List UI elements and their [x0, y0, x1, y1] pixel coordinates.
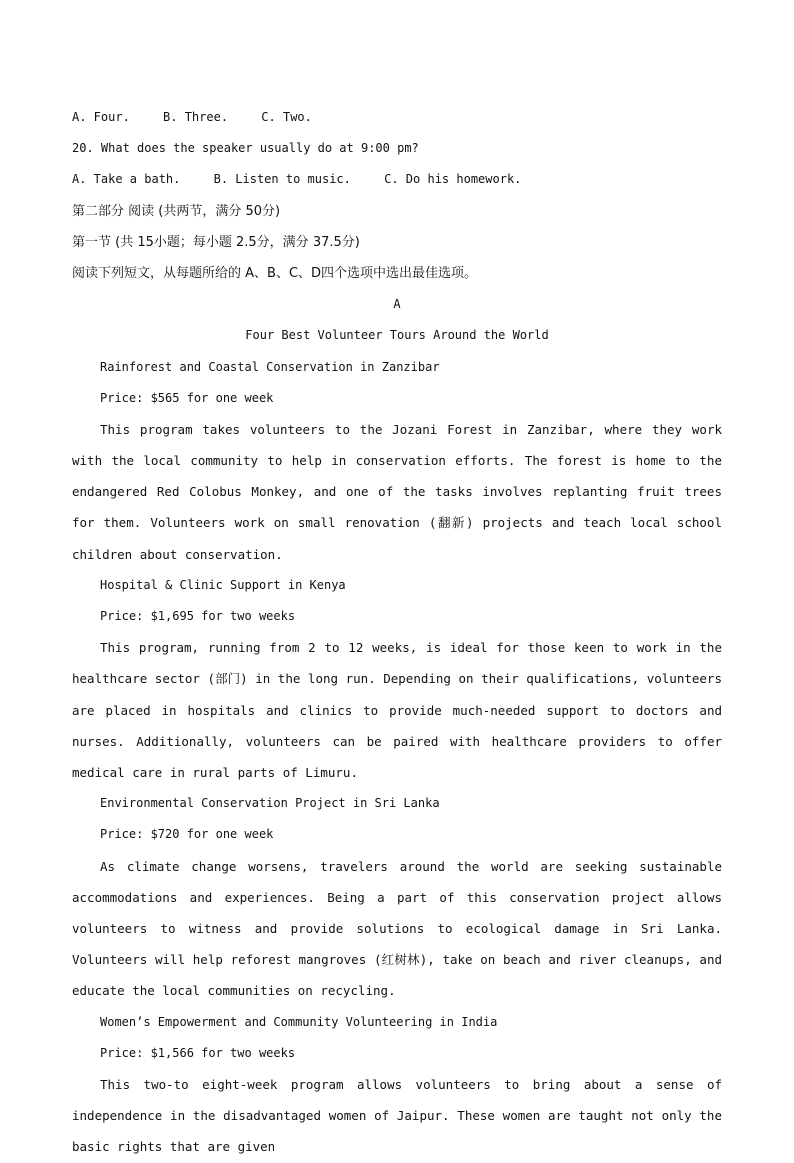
q20-question: 20. What does the speaker usually do at 9:00 pm?: [72, 141, 419, 156]
passage-letter: A: [393, 297, 401, 312]
tour-description: As climate change worsens, travelers around the world are seeking sustainable accommodations and experiences. Being a part of this conservation project allows volunteers to witness and provide solutions to ecological damage in Sri Lanka. Volunteers will help reforest mangroves (红树林), take on beach and river cleanups, and educate the local communities on recycling.: [72, 858, 722, 999]
reading-part-heading: 第二部分 阅读 (共两节，满分 50分): [72, 203, 281, 219]
q20-option-b: B. Listen to music.: [213, 172, 351, 187]
q20-option-a: A. Take a bath.: [72, 172, 181, 187]
q19-option-c: C. Two.: [261, 110, 312, 124]
q19-option-b: B. Three.: [163, 110, 229, 124]
tour-description: This program, running from 2 to 12 weeks, is ideal for those keen to work in the healthcare sector (部门) in the long run. Depending on their qualifications, volunteers are placed in hospitals and clinics to provide much-needed support to doctors and nurses. Additionally, volunteers can be paired with healthcare providers to offer medical care in rural parts of Limuru.: [72, 640, 722, 781]
q20-option-c: C. Do his homework.: [384, 172, 522, 187]
tour-price: Price: $1,695 for two weeks: [100, 609, 296, 624]
q19-options: [72, 102, 722, 133]
tour-name: Hospital & Clinic Support in Kenya: [100, 577, 346, 592]
passage-title: Four Best Volunteer Tours Around the World: [245, 328, 549, 343]
tour-price: Price: $720 for one week: [100, 827, 274, 842]
page-content: [72, 102, 722, 1163]
reading-section-heading: 第一节 (共 15小题；每小题 2.5分，满分 37.5分): [72, 234, 360, 250]
tour-price: Price: $1,566 for two weeks: [100, 1045, 296, 1060]
tour-section: [72, 570, 722, 788]
tour-name: Rainforest and Coastal Conservation in Zanzibar: [100, 359, 440, 374]
tour-section: [72, 788, 722, 1006]
tour-name: Women’s Empowerment and Community Volunteering in India: [100, 1014, 498, 1029]
tour-price: Price: $565 for one week: [100, 390, 274, 405]
q20-options: [72, 164, 722, 195]
tour-name: Environmental Conservation Project in Sri Lanka: [100, 796, 440, 811]
q19-option-a: A. Four.: [72, 110, 130, 124]
tour-description: This two-to eight-week program allows volunteers to bring about a sense of independence in the disadvantaged women of Jaipur. These women are taught not only the basic rights that are given: [72, 1077, 722, 1155]
tour-description: This program takes volunteers to the Jozani Forest in Zanzibar, where they work with the local community to help in conservation efforts. The forest is home to the endangered Red Colobus Monkey, and one of the tasks involves replanting fruit trees for them. Volunteers work on small renovation (翻新) projects and teach local school children about conservation.: [72, 421, 722, 562]
reading-instruction: 阅读下列短文，从每题所给的 A、B、C、D四个选项中选出最佳选项。: [72, 265, 478, 281]
tour-section: [72, 1007, 722, 1163]
tour-section: [72, 352, 722, 570]
